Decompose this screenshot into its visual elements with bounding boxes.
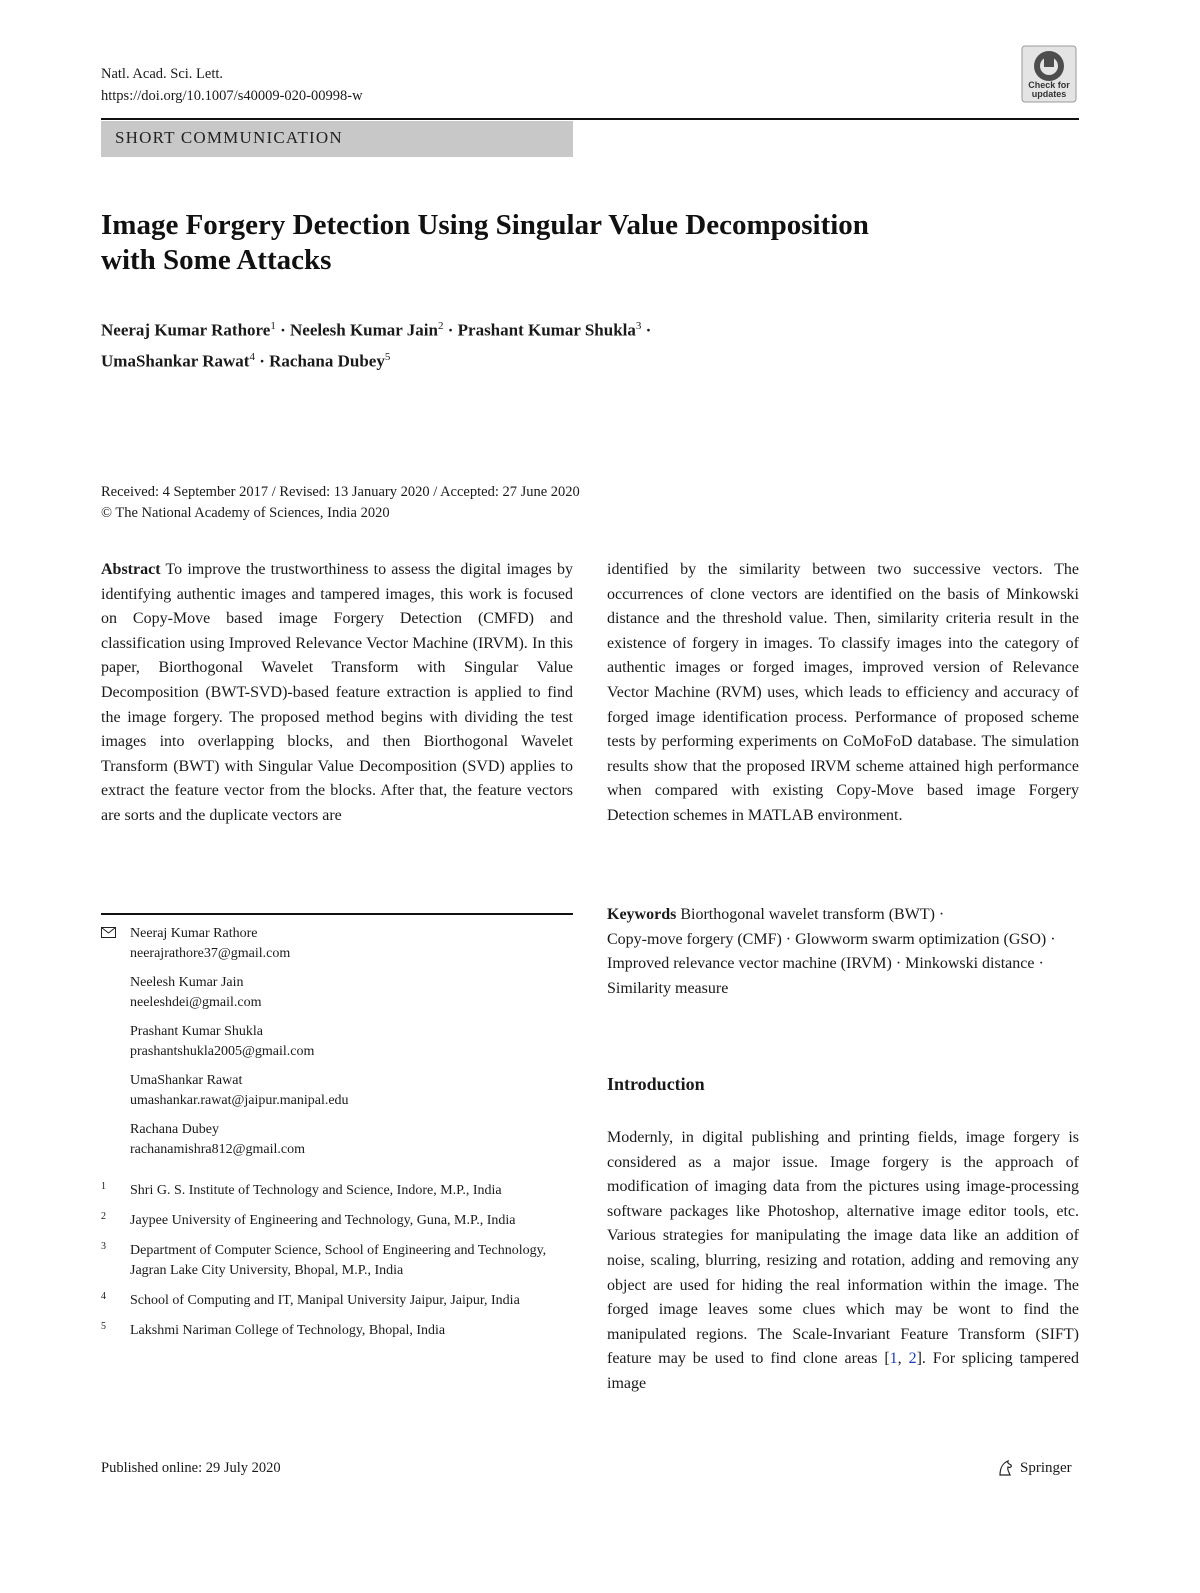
author-name[interactable]: Neeraj Kumar Rathore [101, 320, 271, 340]
contact-email[interactable]: rachanamishra812@gmail.com [130, 1142, 305, 1157]
contact-email[interactable]: neeleshdei@gmail.com [130, 995, 262, 1010]
affiliation-number: 2 [101, 1211, 106, 1222]
introduction-heading: Introduction [607, 1074, 705, 1094]
keywords-label: Keywords [607, 906, 677, 923]
mail-icon [101, 927, 116, 938]
author-affiliation-mark: 1 [270, 320, 276, 332]
contact-name: UmaShankar Rawat [130, 1073, 243, 1088]
contact-name: Rachana Dubey [130, 1122, 220, 1137]
contact-entry [101, 1022, 573, 1062]
paper-title [101, 208, 1001, 278]
citation-link[interactable]: 2 [908, 1350, 917, 1368]
affiliation-number: 1 [101, 1181, 106, 1192]
author-separator: · [645, 320, 652, 340]
keyword: Improved relevance vector machine (IRVM) [607, 955, 892, 973]
contact-entry [101, 924, 573, 964]
author-name[interactable]: UmaShankar Rawat [101, 351, 250, 371]
keyword: Minkowski distance [905, 955, 1035, 973]
contact-list [101, 924, 573, 1169]
contact-entry [101, 973, 573, 1013]
header-rule [101, 118, 1079, 120]
contact-email[interactable]: neerajrathore37@gmail.com [130, 946, 291, 961]
contact-name: Neelesh Kumar Jain [130, 975, 244, 990]
cite-bracket: [ [884, 1350, 890, 1368]
author-affiliation-mark: 4 [249, 350, 255, 363]
abstract-text: identified by the similarity between two successive vectors. The occurrences of clone vectors are identified on the basis of Minkowski distance and the threshold value. Then, similarity criteria result in the existence of forgery in images. To classify images into the category of authentic images or forged images, improved version of Relevance Vector Machine (RVM) uses, which leads to efficiency and accuracy of forged image identification process. Performance of proposed scheme tests by performing experiments on CoMoFoD database. The simulation results show that the proposed IRVM scheme attained high performance when compared with existing Copy-Move based image Forgery Detection schemes in MATLAB environment. [607, 561, 1079, 824]
cite-separator: , [897, 1350, 909, 1368]
author-name[interactable]: Prashant Kumar Shukla [457, 320, 636, 340]
affiliation-text: Department of Computer Science, School of Engineering and Technology, Jagran Lake City University, Bhopal, M.P., India [130, 1243, 547, 1278]
contact-name: Neeraj Kumar Rathore [130, 926, 258, 941]
doi-link[interactable]: https://doi.org/10.1007/s40009-020-00998-w [101, 88, 363, 104]
contact-email[interactable]: umashankar.rawat@jaipur.manipal.edu [130, 1093, 349, 1108]
journal-header [101, 63, 363, 107]
footnote-rule [101, 913, 573, 915]
affiliation-number: 5 [101, 1321, 106, 1332]
date-history: Received: 4 September 2017 / Revised: 13 January 2020 / Accepted: 27 June 2020 [101, 484, 580, 500]
affiliation-item [101, 1181, 573, 1201]
keyword: Glowworm swarm optimization (GSO) [795, 930, 1047, 948]
published-online: Published online: 29 July 2020 [101, 1460, 281, 1476]
contact-email[interactable]: prashantshukla2005@gmail.com [130, 1044, 315, 1059]
author-affiliation-mark: 5 [384, 350, 391, 363]
author-list [101, 313, 861, 374]
crossmark-badge[interactable] [1021, 45, 1077, 103]
contact-entry [101, 1120, 573, 1160]
journal-name: Natl. Acad. Sci. Lett. [101, 66, 224, 82]
affiliation-list [101, 1181, 573, 1351]
publisher-logo [997, 1459, 1072, 1477]
abstract-left [101, 558, 573, 829]
title-line: Image Forgery Detection Using Singular Value Decomposition [101, 209, 869, 241]
intro-paragraph-end: For splicing tampered image [607, 1350, 1080, 1392]
intro-paragraph: Modernly, in digital publishing and printing fields, image forgery is considered as a major issue. Image forgery is the approach of modification of imaging data from the pictures using image-processing software packages like Photoshop, alternative image editor tools, etc. Various strategies for manipulating the image data like an addition of noise, scaling, blurring, resizing and rotation, adding and removing any object are used for hiding the real information within the image. The forged image leaves some clues which may be wont to find the manipulated regions. The Scale-Invariant Feature Transform (SIFT) feature may be used to find clone areas [607, 1129, 1079, 1368]
title-line: with Some Attacks [101, 244, 332, 276]
abstract-label: Abstract [101, 561, 161, 578]
section-label: SHORT COMMUNICATION [115, 128, 343, 147]
author-affiliation-mark: 3 [635, 320, 642, 332]
author-separator: · [259, 351, 265, 371]
publisher-name: Springer [1020, 1459, 1072, 1476]
citation-link[interactable]: 1 [889, 1350, 898, 1368]
affiliation-number: 4 [101, 1291, 106, 1302]
publication-dates [101, 482, 580, 524]
abstract-right [607, 558, 1079, 829]
affiliation-item [101, 1291, 573, 1311]
affiliation-text: Jaypee University of Engineering and Technology, Guna, M.P., India [130, 1213, 516, 1228]
section-banner [101, 121, 573, 157]
copyright-line: © The National Academy of Sciences, India 2020 [101, 505, 390, 521]
author-separator: · [280, 320, 286, 340]
affiliation-text: Shri G. S. Institute of Technology and Science, Indore, M.P., India [130, 1183, 502, 1198]
author-separator: · [447, 320, 454, 340]
affiliation-number: 3 [101, 1241, 106, 1252]
keywords-block: Keywords Biorthogonal wavelet transform (BWT) · Copy-move forgery (CMF) · Glowworm swarm optimization (GSO) · Improved relevance vector machine (IRVM) · Minkowski distance · Similarity measure [607, 906, 1056, 997]
affiliation-item [101, 1241, 573, 1281]
keyword: Copy-move forgery (CMF) [607, 930, 782, 948]
introduction-text [607, 1126, 1079, 1397]
abstract-text: To improve the trustworthiness to assess the digital images by identifying authentic images and tampered images, this work is focused on Copy-Move based image Forgery Detection (CMFD) and classification using Improved Relevance Vector Machine (IRVM). In this paper, Biorthogonal Wavelet Transform with Singular Value Decomposition (BWT-SVD)-based feature extraction is applied to find the image forgery. The proposed method begins with dividing the test images into overlapping blocks, and then Biorthogonal Wavelet Transform (BWT) with Singular Value Decomposition (SVD) applies to extract the feature vector from the blocks. After that, the feature vectors are sorts and the duplicate vectors are [101, 561, 573, 824]
affiliation-text: Lakshmi Nariman College of Technology, Bhopal, India [130, 1323, 446, 1338]
keyword: Similarity measure [607, 979, 729, 997]
springer-horse-icon [997, 1459, 1015, 1477]
author-affiliation-mark: 2 [437, 320, 444, 332]
contact-name: Prashant Kumar Shukla [130, 1024, 263, 1039]
contact-entry [101, 1071, 573, 1111]
author-name[interactable]: Rachana Dubey [269, 351, 385, 371]
affiliation-text: School of Computing and IT, Manipal University Jaipur, Jaipur, India [130, 1293, 520, 1308]
author-name[interactable]: Neelesh Kumar Jain [290, 320, 438, 340]
affiliation-item [101, 1321, 573, 1341]
keyword: Biorthogonal wavelet transform (BWT) [680, 906, 935, 923]
crossmark-label: Check for updates [1028, 80, 1070, 99]
cite-bracket: ]. [916, 1350, 926, 1368]
affiliation-item [101, 1211, 573, 1231]
